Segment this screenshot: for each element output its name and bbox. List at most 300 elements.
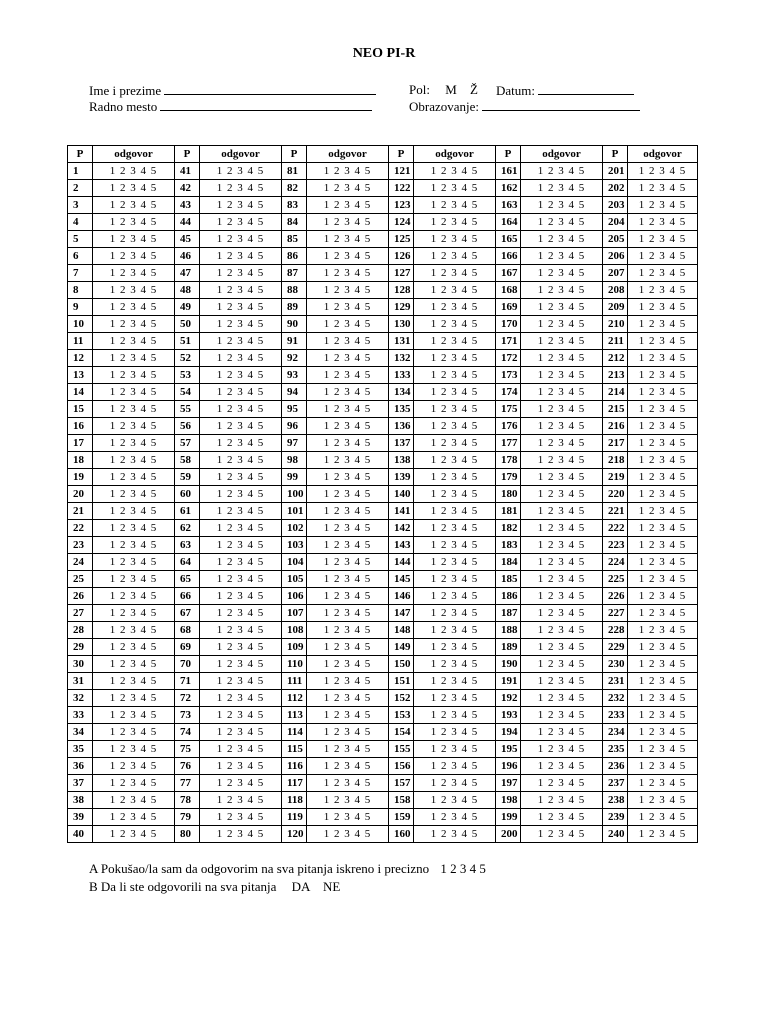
item-number: 234 bbox=[603, 724, 628, 741]
item-number: 189 bbox=[496, 639, 521, 656]
item-number: 221 bbox=[603, 503, 628, 520]
answer-options[interactable]: 1 2 3 4 5 bbox=[93, 469, 175, 486]
answer-options[interactable]: 1 2 3 4 5 bbox=[521, 554, 603, 571]
answer-options[interactable]: 1 2 3 4 5 bbox=[414, 639, 496, 656]
answer-options[interactable]: 1 2 3 4 5 bbox=[93, 724, 175, 741]
answer-options[interactable]: 1 2 3 4 5 bbox=[93, 690, 175, 707]
answer-options[interactable]: 1 2 3 4 5 bbox=[521, 673, 603, 690]
item-number: 104 bbox=[282, 554, 307, 571]
answer-options[interactable]: 1 2 3 4 5 bbox=[307, 792, 389, 809]
item-number: 173 bbox=[496, 367, 521, 384]
answer-options[interactable]: 1 2 3 4 5 bbox=[628, 707, 698, 724]
item-number: 10 bbox=[68, 316, 93, 333]
answer-options[interactable]: 1 2 3 4 5 bbox=[307, 231, 389, 248]
item-number: 37 bbox=[68, 775, 93, 792]
workplace-field[interactable] bbox=[89, 98, 372, 115]
answer-options[interactable]: 1 2 3 4 5 bbox=[200, 299, 282, 316]
answer-options[interactable]: 1 2 3 4 5 bbox=[414, 656, 496, 673]
sex-option-m[interactable]: M bbox=[445, 82, 457, 97]
answer-options[interactable]: 1 2 3 4 5 bbox=[521, 197, 603, 214]
answer-options[interactable]: 1 2 3 4 5 bbox=[200, 163, 282, 180]
item-number: 231 bbox=[603, 673, 628, 690]
answer-options[interactable]: 1 2 3 4 5 bbox=[414, 265, 496, 282]
answer-options[interactable]: 1 2 3 4 5 bbox=[200, 418, 282, 435]
answer-options[interactable]: 1 2 3 4 5 bbox=[414, 673, 496, 690]
answer-options[interactable]: 1 2 3 4 5 bbox=[628, 214, 698, 231]
answer-options[interactable]: 1 2 3 4 5 bbox=[93, 384, 175, 401]
answer-options[interactable]: 1 2 3 4 5 bbox=[93, 418, 175, 435]
answer-options[interactable]: 1 2 3 4 5 bbox=[414, 571, 496, 588]
answer-options[interactable]: 1 2 3 4 5 bbox=[200, 486, 282, 503]
answer-options[interactable]: 1 2 3 4 5 bbox=[414, 299, 496, 316]
answer-options[interactable]: 1 2 3 4 5 bbox=[414, 452, 496, 469]
answer-options[interactable]: 1 2 3 4 5 bbox=[200, 656, 282, 673]
answer-options[interactable]: 1 2 3 4 5 bbox=[93, 282, 175, 299]
answer-options[interactable]: 1 2 3 4 5 bbox=[93, 537, 175, 554]
answer-options[interactable]: 1 2 3 4 5 bbox=[628, 163, 698, 180]
answer-options[interactable]: 1 2 3 4 5 bbox=[307, 367, 389, 384]
question-b bbox=[89, 879, 340, 895]
answer-options[interactable]: 1 2 3 4 5 bbox=[414, 741, 496, 758]
table-row bbox=[68, 469, 698, 486]
item-number: 185 bbox=[496, 571, 521, 588]
answer-options[interactable]: 1 2 3 4 5 bbox=[521, 741, 603, 758]
answer-options[interactable]: 1 2 3 4 5 bbox=[414, 690, 496, 707]
answer-options[interactable]: 1 2 3 4 5 bbox=[307, 554, 389, 571]
answer-options[interactable]: 1 2 3 4 5 bbox=[93, 231, 175, 248]
answer-options[interactable]: 1 2 3 4 5 bbox=[200, 197, 282, 214]
answer-options[interactable]: 1 2 3 4 5 bbox=[521, 503, 603, 520]
answer-options[interactable]: 1 2 3 4 5 bbox=[200, 384, 282, 401]
answer-options[interactable]: 1 2 3 4 5 bbox=[628, 265, 698, 282]
answer-options[interactable]: 1 2 3 4 5 bbox=[200, 605, 282, 622]
answer-options[interactable]: 1 2 3 4 5 bbox=[200, 316, 282, 333]
answer-options[interactable]: 1 2 3 4 5 bbox=[628, 690, 698, 707]
answer-options[interactable]: 1 2 3 4 5 bbox=[200, 554, 282, 571]
item-number: 71 bbox=[175, 673, 200, 690]
answer-options[interactable]: 1 2 3 4 5 bbox=[200, 469, 282, 486]
answer-options[interactable]: 1 2 3 4 5 bbox=[200, 690, 282, 707]
answer-options[interactable]: 1 2 3 4 5 bbox=[93, 248, 175, 265]
question-b-yes[interactable]: DA bbox=[291, 879, 310, 894]
answer-options[interactable]: 1 2 3 4 5 bbox=[521, 724, 603, 741]
table-row bbox=[68, 571, 698, 588]
answer-options[interactable]: 1 2 3 4 5 bbox=[93, 452, 175, 469]
answer-options[interactable]: 1 2 3 4 5 bbox=[521, 622, 603, 639]
table-row bbox=[68, 724, 698, 741]
sex-label: Pol: bbox=[409, 82, 430, 97]
answer-options[interactable]: 1 2 3 4 5 bbox=[307, 163, 389, 180]
answer-options[interactable]: 1 2 3 4 5 bbox=[628, 622, 698, 639]
answer-options[interactable]: 1 2 3 4 5 bbox=[200, 537, 282, 554]
answer-options[interactable]: 1 2 3 4 5 bbox=[414, 367, 496, 384]
sex-option-f[interactable]: Ž bbox=[470, 82, 478, 97]
education-label: Obrazovanje: bbox=[409, 99, 480, 114]
answer-options[interactable]: 1 2 3 4 5 bbox=[628, 537, 698, 554]
answer-options[interactable]: 1 2 3 4 5 bbox=[521, 163, 603, 180]
answer-options[interactable]: 1 2 3 4 5 bbox=[628, 758, 698, 775]
item-number: 87 bbox=[282, 265, 307, 282]
answer-options[interactable]: 1 2 3 4 5 bbox=[307, 503, 389, 520]
answer-options[interactable]: 1 2 3 4 5 bbox=[414, 588, 496, 605]
answer-options[interactable]: 1 2 3 4 5 bbox=[414, 316, 496, 333]
answer-options[interactable]: 1 2 3 4 5 bbox=[93, 299, 175, 316]
item-number: 197 bbox=[496, 775, 521, 792]
answer-options[interactable]: 1 2 3 4 5 bbox=[414, 401, 496, 418]
item-number: 56 bbox=[175, 418, 200, 435]
item-number: 180 bbox=[496, 486, 521, 503]
table-row bbox=[68, 401, 698, 418]
table-row bbox=[68, 741, 698, 758]
table-row bbox=[68, 520, 698, 537]
item-number: 58 bbox=[175, 452, 200, 469]
answer-options[interactable]: 1 2 3 4 5 bbox=[414, 469, 496, 486]
item-number: 81 bbox=[282, 163, 307, 180]
answer-options[interactable]: 1 2 3 4 5 bbox=[200, 282, 282, 299]
answer-options[interactable]: 1 2 3 4 5 bbox=[628, 826, 698, 843]
answer-options[interactable]: 1 2 3 4 5 bbox=[307, 520, 389, 537]
item-number: 4 bbox=[68, 214, 93, 231]
answer-options[interactable]: 1 2 3 4 5 bbox=[93, 333, 175, 350]
answer-options[interactable]: 1 2 3 4 5 bbox=[628, 605, 698, 622]
answer-options[interactable]: 1 2 3 4 5 bbox=[414, 537, 496, 554]
answer-options[interactable]: 1 2 3 4 5 bbox=[200, 435, 282, 452]
answer-options[interactable]: 1 2 3 4 5 bbox=[200, 707, 282, 724]
answer-options[interactable]: 1 2 3 4 5 bbox=[521, 282, 603, 299]
answer-options[interactable]: 1 2 3 4 5 bbox=[628, 299, 698, 316]
answer-options[interactable]: 1 2 3 4 5 bbox=[628, 520, 698, 537]
answer-options[interactable]: 1 2 3 4 5 bbox=[200, 826, 282, 843]
answer-options[interactable]: 1 2 3 4 5 bbox=[93, 316, 175, 333]
education-field[interactable] bbox=[409, 98, 640, 115]
answer-options[interactable]: 1 2 3 4 5 bbox=[414, 282, 496, 299]
answer-options[interactable]: 1 2 3 4 5 bbox=[628, 639, 698, 656]
answer-options[interactable]: 1 2 3 4 5 bbox=[93, 520, 175, 537]
answer-options[interactable]: 1 2 3 4 5 bbox=[521, 469, 603, 486]
answer-options[interactable]: 1 2 3 4 5 bbox=[93, 639, 175, 656]
answer-options[interactable]: 1 2 3 4 5 bbox=[307, 180, 389, 197]
table-row bbox=[68, 673, 698, 690]
answer-options[interactable]: 1 2 3 4 5 bbox=[307, 741, 389, 758]
item-number: 86 bbox=[282, 248, 307, 265]
answer-options[interactable]: 1 2 3 4 5 bbox=[93, 214, 175, 231]
answer-options[interactable]: 1 2 3 4 5 bbox=[200, 792, 282, 809]
answer-options[interactable]: 1 2 3 4 5 bbox=[93, 775, 175, 792]
answer-options[interactable]: 1 2 3 4 5 bbox=[307, 333, 389, 350]
answer-options[interactable]: 1 2 3 4 5 bbox=[521, 214, 603, 231]
answer-options[interactable]: 1 2 3 4 5 bbox=[628, 384, 698, 401]
answer-options[interactable]: 1 2 3 4 5 bbox=[521, 656, 603, 673]
answer-options[interactable]: 1 2 3 4 5 bbox=[93, 401, 175, 418]
answer-options[interactable]: 1 2 3 4 5 bbox=[628, 724, 698, 741]
item-number: 212 bbox=[603, 350, 628, 367]
answer-options[interactable]: 1 2 3 4 5 bbox=[521, 452, 603, 469]
answer-options[interactable]: 1 2 3 4 5 bbox=[200, 503, 282, 520]
answer-options[interactable]: 1 2 3 4 5 bbox=[414, 333, 496, 350]
answer-options[interactable]: 1 2 3 4 5 bbox=[200, 452, 282, 469]
answer-options[interactable]: 1 2 3 4 5 bbox=[521, 231, 603, 248]
answer-options[interactable]: 1 2 3 4 5 bbox=[307, 724, 389, 741]
item-number: 65 bbox=[175, 571, 200, 588]
answer-options[interactable]: 1 2 3 4 5 bbox=[93, 435, 175, 452]
answer-options[interactable]: 1 2 3 4 5 bbox=[307, 486, 389, 503]
answer-options[interactable]: 1 2 3 4 5 bbox=[200, 367, 282, 384]
item-number: 235 bbox=[603, 741, 628, 758]
answer-options[interactable]: 1 2 3 4 5 bbox=[628, 180, 698, 197]
answer-options[interactable]: 1 2 3 4 5 bbox=[307, 384, 389, 401]
answer-options[interactable]: 1 2 3 4 5 bbox=[628, 775, 698, 792]
item-number: 111 bbox=[282, 673, 307, 690]
answer-options[interactable]: 1 2 3 4 5 bbox=[521, 265, 603, 282]
answer-options[interactable]: 1 2 3 4 5 bbox=[307, 826, 389, 843]
answer-options[interactable]: 1 2 3 4 5 bbox=[414, 707, 496, 724]
answer-options[interactable]: 1 2 3 4 5 bbox=[628, 231, 698, 248]
answer-options[interactable]: 1 2 3 4 5 bbox=[414, 214, 496, 231]
table-row bbox=[68, 350, 698, 367]
answer-options[interactable]: 1 2 3 4 5 bbox=[307, 299, 389, 316]
answer-options[interactable]: 1 2 3 4 5 bbox=[414, 826, 496, 843]
answer-options[interactable]: 1 2 3 4 5 bbox=[521, 520, 603, 537]
answer-options[interactable]: 1 2 3 4 5 bbox=[200, 673, 282, 690]
answer-options[interactable]: 1 2 3 4 5 bbox=[628, 554, 698, 571]
answer-options[interactable]: 1 2 3 4 5 bbox=[200, 622, 282, 639]
answer-options[interactable]: 1 2 3 4 5 bbox=[414, 724, 496, 741]
answer-options[interactable]: 1 2 3 4 5 bbox=[93, 554, 175, 571]
answer-options[interactable]: 1 2 3 4 5 bbox=[307, 214, 389, 231]
answer-options[interactable]: 1 2 3 4 5 bbox=[521, 571, 603, 588]
answer-options[interactable]: 1 2 3 4 5 bbox=[521, 826, 603, 843]
answer-options[interactable]: 1 2 3 4 5 bbox=[414, 554, 496, 571]
answer-options[interactable]: 1 2 3 4 5 bbox=[200, 775, 282, 792]
answer-options[interactable]: 1 2 3 4 5 bbox=[307, 435, 389, 452]
answer-options[interactable]: 1 2 3 4 5 bbox=[414, 248, 496, 265]
item-number: 129 bbox=[389, 299, 414, 316]
answer-options[interactable]: 1 2 3 4 5 bbox=[307, 418, 389, 435]
answer-options[interactable]: 1 2 3 4 5 bbox=[307, 775, 389, 792]
answer-options[interactable]: 1 2 3 4 5 bbox=[93, 265, 175, 282]
item-number: 11 bbox=[68, 333, 93, 350]
answer-options[interactable]: 1 2 3 4 5 bbox=[200, 180, 282, 197]
answer-options[interactable]: 1 2 3 4 5 bbox=[628, 316, 698, 333]
answer-options[interactable]: 1 2 3 4 5 bbox=[93, 826, 175, 843]
answer-options[interactable]: 1 2 3 4 5 bbox=[307, 605, 389, 622]
answer-options[interactable]: 1 2 3 4 5 bbox=[200, 214, 282, 231]
answer-options[interactable]: 1 2 3 4 5 bbox=[200, 231, 282, 248]
header-p: P bbox=[389, 146, 414, 163]
sex-field[interactable] bbox=[409, 82, 478, 98]
item-number: 93 bbox=[282, 367, 307, 384]
answer-options[interactable]: 1 2 3 4 5 bbox=[307, 639, 389, 656]
answer-options[interactable]: 1 2 3 4 5 bbox=[628, 435, 698, 452]
answer-options[interactable]: 1 2 3 4 5 bbox=[93, 163, 175, 180]
answer-options[interactable]: 1 2 3 4 5 bbox=[414, 197, 496, 214]
answer-options[interactable]: 1 2 3 4 5 bbox=[628, 401, 698, 418]
answer-options[interactable]: 1 2 3 4 5 bbox=[521, 792, 603, 809]
answer-options[interactable]: 1 2 3 4 5 bbox=[93, 197, 175, 214]
answer-options[interactable]: 1 2 3 4 5 bbox=[414, 163, 496, 180]
answer-options[interactable]: 1 2 3 4 5 bbox=[307, 265, 389, 282]
answer-options[interactable]: 1 2 3 4 5 bbox=[628, 503, 698, 520]
answer-options[interactable]: 1 2 3 4 5 bbox=[521, 384, 603, 401]
item-number: 43 bbox=[175, 197, 200, 214]
answer-options[interactable]: 1 2 3 4 5 bbox=[414, 486, 496, 503]
answer-options[interactable]: 1 2 3 4 5 bbox=[414, 231, 496, 248]
item-number: 188 bbox=[496, 622, 521, 639]
answer-options[interactable]: 1 2 3 4 5 bbox=[521, 809, 603, 826]
answer-options[interactable]: 1 2 3 4 5 bbox=[521, 401, 603, 418]
item-number: 126 bbox=[389, 248, 414, 265]
answer-options[interactable]: 1 2 3 4 5 bbox=[93, 758, 175, 775]
answer-options[interactable]: 1 2 3 4 5 bbox=[414, 520, 496, 537]
answer-options[interactable]: 1 2 3 4 5 bbox=[307, 282, 389, 299]
answer-options[interactable]: 1 2 3 4 5 bbox=[414, 384, 496, 401]
answer-options[interactable]: 1 2 3 4 5 bbox=[628, 452, 698, 469]
answer-options[interactable]: 1 2 3 4 5 bbox=[628, 367, 698, 384]
answer-options[interactable]: 1 2 3 4 5 bbox=[628, 486, 698, 503]
answer-options[interactable]: 1 2 3 4 5 bbox=[628, 282, 698, 299]
answer-options[interactable]: 1 2 3 4 5 bbox=[93, 741, 175, 758]
item-number: 135 bbox=[389, 401, 414, 418]
answer-options[interactable]: 1 2 3 4 5 bbox=[307, 758, 389, 775]
answer-options[interactable]: 1 2 3 4 5 bbox=[521, 367, 603, 384]
answer-options[interactable]: 1 2 3 4 5 bbox=[628, 418, 698, 435]
answer-options[interactable]: 1 2 3 4 5 bbox=[307, 316, 389, 333]
answer-options[interactable]: 1 2 3 4 5 bbox=[307, 197, 389, 214]
item-number: 41 bbox=[175, 163, 200, 180]
answer-options[interactable]: 1 2 3 4 5 bbox=[93, 350, 175, 367]
answer-options[interactable]: 1 2 3 4 5 bbox=[521, 605, 603, 622]
answer-options[interactable]: 1 2 3 4 5 bbox=[521, 418, 603, 435]
answer-options[interactable]: 1 2 3 4 5 bbox=[521, 316, 603, 333]
answer-options[interactable]: 1 2 3 4 5 bbox=[200, 639, 282, 656]
answer-options[interactable]: 1 2 3 4 5 bbox=[307, 707, 389, 724]
item-number: 237 bbox=[603, 775, 628, 792]
answer-options[interactable]: 1 2 3 4 5 bbox=[521, 180, 603, 197]
answer-options[interactable]: 1 2 3 4 5 bbox=[307, 690, 389, 707]
answer-options[interactable]: 1 2 3 4 5 bbox=[521, 690, 603, 707]
table-row bbox=[68, 163, 698, 180]
answer-options[interactable]: 1 2 3 4 5 bbox=[521, 435, 603, 452]
answer-options[interactable]: 1 2 3 4 5 bbox=[93, 792, 175, 809]
question-a-options[interactable]: 1 2 3 4 5 bbox=[440, 861, 486, 876]
answer-options[interactable]: 1 2 3 4 5 bbox=[307, 452, 389, 469]
answer-options[interactable]: 1 2 3 4 5 bbox=[200, 741, 282, 758]
answer-options[interactable]: 1 2 3 4 5 bbox=[93, 673, 175, 690]
answer-options[interactable]: 1 2 3 4 5 bbox=[93, 707, 175, 724]
answer-options[interactable]: 1 2 3 4 5 bbox=[521, 333, 603, 350]
answer-options[interactable]: 1 2 3 4 5 bbox=[628, 248, 698, 265]
answer-options[interactable]: 1 2 3 4 5 bbox=[414, 775, 496, 792]
answer-options[interactable]: 1 2 3 4 5 bbox=[200, 401, 282, 418]
answer-options[interactable]: 1 2 3 4 5 bbox=[93, 571, 175, 588]
answer-options[interactable]: 1 2 3 4 5 bbox=[307, 809, 389, 826]
answer-options[interactable]: 1 2 3 4 5 bbox=[307, 469, 389, 486]
answer-options[interactable]: 1 2 3 4 5 bbox=[414, 792, 496, 809]
name-field[interactable] bbox=[89, 82, 376, 99]
answer-options[interactable]: 1 2 3 4 5 bbox=[521, 639, 603, 656]
answer-options[interactable]: 1 2 3 4 5 bbox=[93, 605, 175, 622]
answer-options[interactable]: 1 2 3 4 5 bbox=[93, 809, 175, 826]
answer-options[interactable]: 1 2 3 4 5 bbox=[307, 350, 389, 367]
answer-options[interactable]: 1 2 3 4 5 bbox=[521, 775, 603, 792]
answer-options[interactable]: 1 2 3 4 5 bbox=[307, 401, 389, 418]
answer-options[interactable]: 1 2 3 4 5 bbox=[200, 265, 282, 282]
answer-options[interactable]: 1 2 3 4 5 bbox=[200, 724, 282, 741]
answer-options[interactable]: 1 2 3 4 5 bbox=[628, 656, 698, 673]
item-number: 160 bbox=[389, 826, 414, 843]
answer-options[interactable]: 1 2 3 4 5 bbox=[414, 180, 496, 197]
answer-options[interactable]: 1 2 3 4 5 bbox=[200, 520, 282, 537]
answer-options[interactable]: 1 2 3 4 5 bbox=[307, 622, 389, 639]
answer-options[interactable]: 1 2 3 4 5 bbox=[628, 809, 698, 826]
answer-options[interactable]: 1 2 3 4 5 bbox=[414, 435, 496, 452]
answer-options[interactable]: 1 2 3 4 5 bbox=[521, 299, 603, 316]
item-number: 61 bbox=[175, 503, 200, 520]
answer-options[interactable]: 1 2 3 4 5 bbox=[628, 197, 698, 214]
answer-options[interactable]: 1 2 3 4 5 bbox=[200, 248, 282, 265]
answer-options[interactable]: 1 2 3 4 5 bbox=[628, 741, 698, 758]
answer-options[interactable]: 1 2 3 4 5 bbox=[414, 809, 496, 826]
answer-options[interactable]: 1 2 3 4 5 bbox=[521, 707, 603, 724]
answer-options[interactable]: 1 2 3 4 5 bbox=[628, 469, 698, 486]
answer-options[interactable]: 1 2 3 4 5 bbox=[200, 758, 282, 775]
answer-options[interactable]: 1 2 3 4 5 bbox=[93, 656, 175, 673]
answer-options[interactable]: 1 2 3 4 5 bbox=[200, 588, 282, 605]
answer-options[interactable]: 1 2 3 4 5 bbox=[521, 758, 603, 775]
date-field[interactable] bbox=[496, 82, 634, 99]
workplace-label: Radno mesto bbox=[89, 99, 158, 114]
answer-options[interactable]: 1 2 3 4 5 bbox=[414, 622, 496, 639]
answer-options[interactable]: 1 2 3 4 5 bbox=[521, 537, 603, 554]
answer-options[interactable]: 1 2 3 4 5 bbox=[414, 350, 496, 367]
answer-options[interactable]: 1 2 3 4 5 bbox=[200, 571, 282, 588]
answer-options[interactable]: 1 2 3 4 5 bbox=[307, 537, 389, 554]
answer-options[interactable]: 1 2 3 4 5 bbox=[414, 758, 496, 775]
answer-options[interactable]: 1 2 3 4 5 bbox=[93, 180, 175, 197]
answer-options[interactable]: 1 2 3 4 5 bbox=[414, 605, 496, 622]
answer-options[interactable]: 1 2 3 4 5 bbox=[628, 673, 698, 690]
answer-options[interactable]: 1 2 3 4 5 bbox=[200, 350, 282, 367]
answer-options[interactable]: 1 2 3 4 5 bbox=[93, 622, 175, 639]
answer-options[interactable]: 1 2 3 4 5 bbox=[307, 588, 389, 605]
answer-options[interactable]: 1 2 3 4 5 bbox=[628, 792, 698, 809]
answer-options[interactable]: 1 2 3 4 5 bbox=[521, 248, 603, 265]
answer-options[interactable]: 1 2 3 4 5 bbox=[521, 588, 603, 605]
item-number: 232 bbox=[603, 690, 628, 707]
answer-options[interactable]: 1 2 3 4 5 bbox=[521, 486, 603, 503]
answer-options[interactable]: 1 2 3 4 5 bbox=[200, 333, 282, 350]
answer-options[interactable]: 1 2 3 4 5 bbox=[521, 350, 603, 367]
answer-options[interactable]: 1 2 3 4 5 bbox=[307, 673, 389, 690]
item-number: 35 bbox=[68, 741, 93, 758]
answer-options[interactable]: 1 2 3 4 5 bbox=[200, 809, 282, 826]
item-number: 211 bbox=[603, 333, 628, 350]
answer-options[interactable]: 1 2 3 4 5 bbox=[414, 418, 496, 435]
answer-options[interactable]: 1 2 3 4 5 bbox=[628, 588, 698, 605]
answer-options[interactable]: 1 2 3 4 5 bbox=[307, 571, 389, 588]
answer-options[interactable]: 1 2 3 4 5 bbox=[628, 350, 698, 367]
answer-options[interactable]: 1 2 3 4 5 bbox=[307, 656, 389, 673]
question-b-no[interactable]: NE bbox=[322, 879, 341, 894]
answer-options[interactable]: 1 2 3 4 5 bbox=[93, 503, 175, 520]
answer-options[interactable]: 1 2 3 4 5 bbox=[414, 503, 496, 520]
answer-options[interactable]: 1 2 3 4 5 bbox=[93, 367, 175, 384]
answer-options[interactable]: 1 2 3 4 5 bbox=[628, 333, 698, 350]
answer-options[interactable]: 1 2 3 4 5 bbox=[628, 571, 698, 588]
answer-options[interactable]: 1 2 3 4 5 bbox=[93, 588, 175, 605]
answer-options[interactable]: 1 2 3 4 5 bbox=[307, 248, 389, 265]
answer-options[interactable]: 1 2 3 4 5 bbox=[93, 486, 175, 503]
